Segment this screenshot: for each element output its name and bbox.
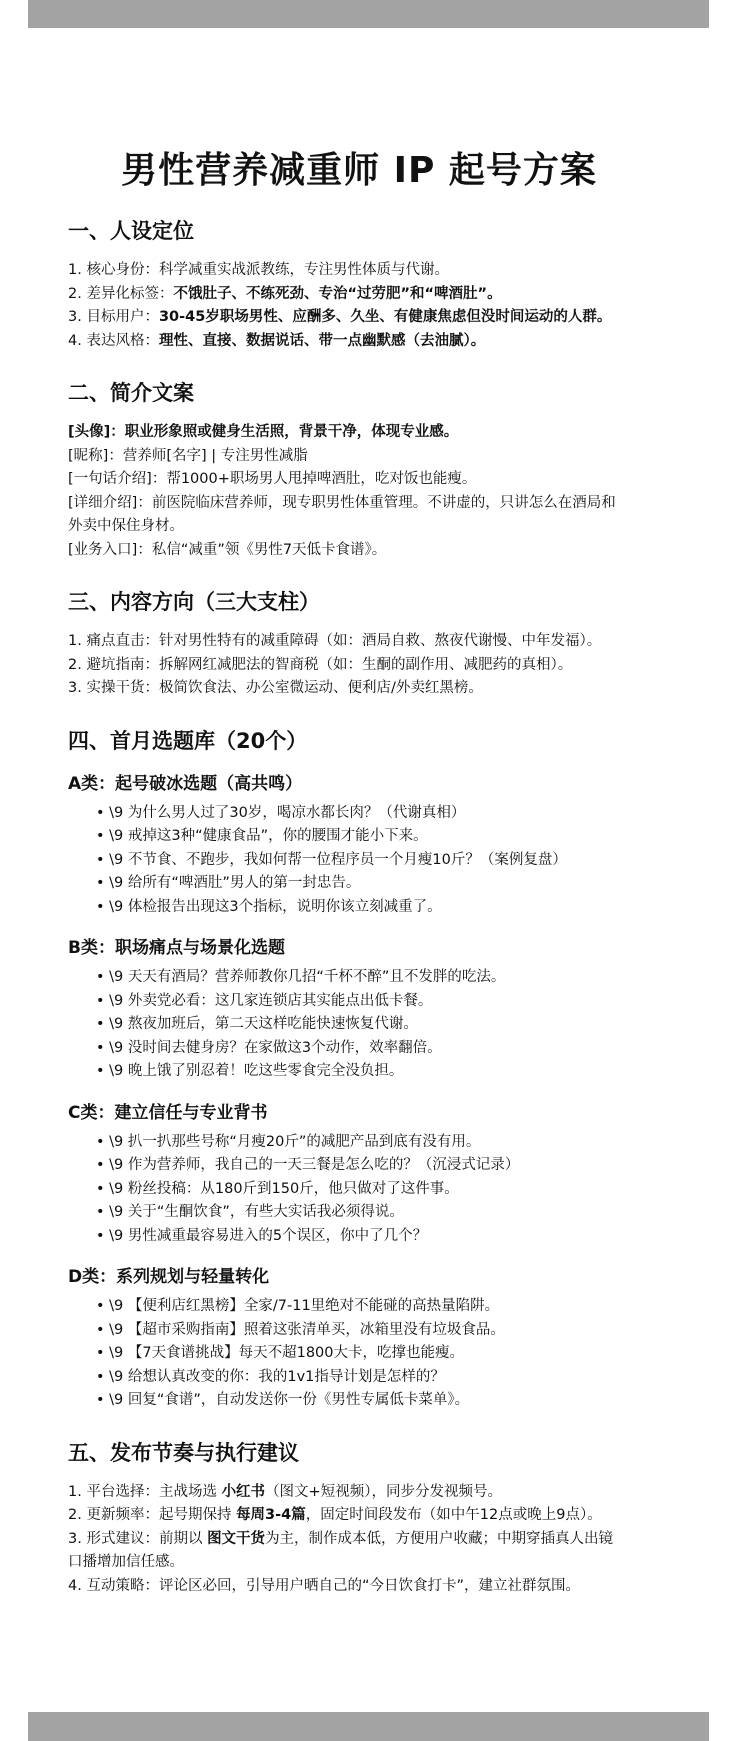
- content-item: 2. 避坑指南：拆解网红减肥法的智商税（如：生酮的副作用、减肥药的真相）。: [68, 656, 573, 673]
- bio-avatar: [头像]：职业形象照或健身生活照，背景干净，体现专业感。: [68, 424, 459, 440]
- topic-item: • \9 晚上饿了别忍着！吃这些零食完全没负担。: [96, 1063, 404, 1079]
- topic-group-c-heading: C类：建立信任与专业背书: [68, 1102, 268, 1123]
- schedule-item: 3. 形式建议：前期以 图文干货为主，制作成本低，方便用户收藏；中期穿插真人出镜: [68, 1530, 614, 1547]
- topic-group-a-heading: A类：起号破冰选题（高共鸣）: [68, 773, 303, 794]
- topic-item: • \9 回复“食谱”，自动发送你一份《男性专属低卡菜单》。: [96, 1392, 470, 1408]
- persona-item: 1. 核心身份：科学减重实战派教练，专注男性体质与代谢。: [68, 262, 449, 278]
- content-item: 3. 实操干货：极简饮食法、办公室微运动、便利店/外卖红黑榜。: [68, 680, 483, 696]
- topic-group-b-heading: B类：职场痛点与场景化选题: [68, 938, 285, 958]
- bio-oneline: [一句话介绍]：帮1000+职场男人甩掉啤酒肚，吃对饭也能瘦。: [68, 471, 477, 487]
- topic-item: • \9 天天有酒局？营养师教你几招“千杯不醉”且不发胖的吃法。: [96, 969, 506, 985]
- bio-nickname: [昵称]：营养师[名字] | 专注男性减脂: [68, 447, 308, 464]
- topic-item: • \9 戒掉这3种“健康食品”，你的腰围才能小下来。: [96, 828, 428, 844]
- topic-group-d-heading: D类：系列规划与轻量转化: [68, 1267, 270, 1287]
- page-title: 男性营养减重师 IP 起号方案: [121, 150, 597, 191]
- schedule-item: 4. 互动策略：评论区必回，引导用户晒自己的“今日饮食打卡”，建立社群氛围。: [68, 1577, 580, 1594]
- topic-group-b-list: [96, 966, 678, 1084]
- persona-item: 4. 表达风格：理性、直接、数据说话、带一点幽默感（去油腻）。: [68, 332, 486, 349]
- persona-list: [68, 259, 678, 353]
- schedule-item-cont: 口播增加信任感。: [68, 1554, 184, 1570]
- topic-group-a-list: [96, 802, 678, 920]
- topic-item: • \9 给所有“啤酒肚”男人的第一封忠告。: [96, 875, 361, 891]
- bio-detail: [详细介绍]：前医院临床营养师，现专职男性体重管理。不讲虚的，只讲怎么在酒局和: [68, 494, 616, 511]
- topic-item: • \9 给想认真改变的你：我的1v1指导计划是怎样的？: [96, 1368, 445, 1385]
- persona-item: 3. 目标用户：30-45岁职场男性、应酬多、久坐、有健康焦虑但没时间运动的人群。: [68, 309, 612, 325]
- document-body: [68, 142, 678, 1598]
- topic-item: • \9 没时间去健身房？在家做这3个动作，效率翻倍。: [96, 1039, 442, 1056]
- topic-item: • \9 【超市采购指南】照着这张清单买，冰箱里没有垃圾食品。: [96, 1321, 505, 1338]
- bottom-gray-bar: [0, 1712, 737, 1741]
- section-heading-schedule: 五、发布节奏与执行建议: [68, 1440, 299, 1465]
- topic-item: • \9 熬夜加班后，第二天这样吃能快速恢复代谢。: [96, 1016, 418, 1032]
- topic-item: • \9 扒一扒那些号称“月瘦20斤”的减肥产品到底有没有用。: [96, 1133, 481, 1150]
- section-heading-topics: 四、首月选题库（20个）: [68, 728, 308, 753]
- persona-item: 2. 差异化标签：不饿肚子、不练死劲、专治“过劳肥”和“啤酒肚”。: [68, 285, 502, 302]
- topic-item: • \9 关于“生酮饮食”，有些大实话我必须得说。: [96, 1204, 404, 1220]
- topic-item: • \9 【便利店红黑榜】全家/7-11里绝对不能碰的高热量陷阱。: [96, 1298, 500, 1314]
- content-item: 1. 痛点直击：针对男性特有的减重障碍（如：酒局自救、熬夜代谢慢、中年发福）。: [68, 633, 602, 649]
- topic-item: • \9 男性减重最容易进入的5个误区，你中了几个？: [96, 1227, 428, 1244]
- topic-item: • \9 体检报告出现这3个指标，说明你该立刻减重了。: [96, 898, 442, 915]
- section-heading-persona: 一、人设定位: [68, 219, 194, 243]
- topic-item: • \9 作为营养师，我自己的一天三餐是怎么吃的？（沉浸式记录）: [96, 1157, 520, 1173]
- topic-item: • \9 【7天食谱挑战】每天不超1800大卡，吃撑也能瘦。: [96, 1345, 465, 1361]
- top-gray-bar: [0, 0, 737, 28]
- schedule-item: 2. 更新频率：起号期保持 每周3-4篇，固定时间段发布（如中午12点或晚上9点）。: [68, 1507, 602, 1523]
- section-heading-bio: 二、简介文案: [68, 381, 194, 405]
- topic-item: • \9 外卖党必看：这几家连锁店其实能点出低卡餐。: [96, 992, 433, 1009]
- topic-item: • \9 为什么男人过了30岁，喝凉水都长肉？（代谢真相）: [96, 804, 466, 821]
- topic-group-c-list: [96, 1131, 678, 1249]
- topic-item: • \9 粉丝投稿：从180斤到150斤，他只做对了这件事。: [96, 1180, 459, 1197]
- topic-item: • \9 不节食、不跑步，我如何帮一位程序员一个月瘦10斤？（案例复盘）: [96, 851, 567, 868]
- bio-business: [业务入口]：私信“减重”领《男性7天低卡食谱》。: [68, 541, 387, 558]
- topic-group-d-list: [96, 1295, 678, 1413]
- bio-detail-cont: 外卖中保住身材。: [68, 518, 184, 534]
- section-heading-content: 三、内容方向（三大支柱）: [68, 590, 320, 614]
- schedule-item: 1. 平台选择：主战场选 小红书（图文+短视频），同步分发视频号。: [68, 1483, 502, 1500]
